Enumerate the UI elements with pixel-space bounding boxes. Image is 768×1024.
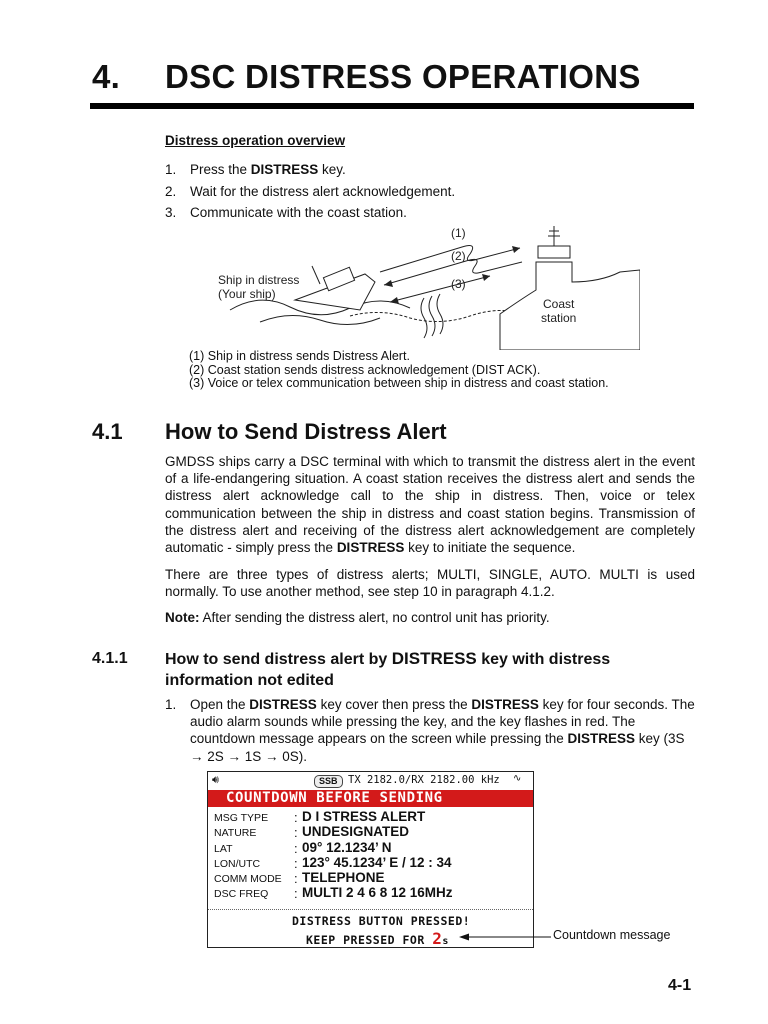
- coast-label: Coast: [543, 297, 575, 311]
- diagram-label-2: (2): [451, 249, 466, 263]
- field-row: LON/UTC : 123° 45.1234’ E / 12 : 34: [214, 854, 452, 871]
- note-paragraph: Note: After sending the distress alert, no control unit has priority.: [165, 610, 550, 625]
- field-row: NATURE : UNDESIGNATED: [214, 824, 410, 841]
- ship-label-sub: (Your ship): [218, 287, 276, 301]
- diagram-label-3: (3): [451, 277, 466, 291]
- distress-diagram: [200, 222, 640, 350]
- diagram-captions: [189, 350, 609, 391]
- callout-arrow: [459, 933, 551, 941]
- countdown-value: 2: [432, 929, 443, 948]
- coast-label-sub: station: [541, 311, 577, 325]
- wave-icon: ∿: [513, 773, 522, 784]
- speaker-icon: 🔊︎: [212, 773, 219, 786]
- ship-label: Ship in distress: [218, 273, 300, 287]
- list-item: 1. Press the DISTRESS key.: [165, 162, 346, 177]
- frequency-readout: TX 2182.0/RX 2182.00 kHz: [348, 774, 500, 786]
- countdown-banner: COUNTDOWN BEFORE SENDING: [208, 790, 533, 807]
- step-1: 1. Open the DISTRESS key cover then press the DISTRESS key for four seconds. The audio alarm sounds while pressing the key, and the key flashes in red. The countdown message appears on the screen while pressing the DISTRESS key (3S → 2S → 1S → 0S).: [165, 697, 695, 764]
- countdown-message: KEEP PRESSED FOR 2s: [306, 929, 449, 948]
- list-item: 2. Wait for the distress alert acknowledgement.: [165, 183, 456, 199]
- diagram-label-1: (1): [451, 226, 466, 240]
- caption-line: (2) Coast station sends distress acknowledgement (DIST ACK).: [189, 362, 541, 377]
- screen-divider: [208, 909, 533, 910]
- overview-heading: Distress operation overview: [165, 133, 346, 148]
- note-label: Note:: [165, 610, 200, 625]
- chapter-rule: [90, 103, 694, 109]
- section-title-text: How to Send Distress Alert: [165, 419, 447, 444]
- field-row: DSC FREQ : MULTI 2 4 6 8 12 16MHz: [214, 885, 453, 902]
- chapter-title-text: DSC DISTRESS OPERATIONS: [165, 58, 641, 95]
- chapter-number: 4.: [92, 58, 121, 95]
- caption-line: (1) Ship in distress sends Distress Alert.: [189, 349, 410, 363]
- screen-status-bar: [208, 772, 533, 790]
- paragraph-alert-types: There are three types of distress alerts; MULTI, SINGLE, AUTO. MULTI is used normally. To use another method, see step 10 in paragraph 4.1.2.: [165, 567, 695, 600]
- overview-steps: [165, 159, 455, 224]
- caption-line: (3) Voice or telex communication between ship in distress and coast station.: [189, 376, 609, 390]
- page-number: 4-1: [668, 977, 692, 994]
- field-row: LAT : 09° 12.1234’ N: [214, 839, 392, 856]
- ssb-badge: SSB: [314, 775, 343, 788]
- section-number: 4.1: [92, 419, 123, 444]
- countdown-callout: Countdown message: [553, 928, 671, 942]
- field-row: COMM MODE : TELEPHONE: [214, 870, 385, 887]
- subsection-title-text: How to send distress alert by DISTRESS key with distress information not edited: [165, 649, 611, 689]
- paragraph-intro: GMDSS ships carry a DSC terminal with which to transmit the distress alert in the event of a life-endangering situation. A coast station receives the distress alert and sends the distress alert acknowledge call to the ship in distress. Then, voice or telex communication between the ship in distress and coast station begins. Transmission of the distress alert and receiving of the distress alert acknowledgement are completely automatic - simply press the DISTRESS key to initiate the sequence.: [165, 454, 695, 556]
- distress-pressed-message: DISTRESS BUTTON PRESSED!: [292, 914, 471, 928]
- subsection-number: 4.1.1: [92, 650, 128, 667]
- screen-fields: [214, 809, 532, 901]
- list-item: 3. Communicate with the coast station.: [165, 205, 407, 220]
- field-row: MSG TYPE : D I STRESS ALERT: [214, 809, 426, 825]
- dsc-screen: [207, 771, 534, 948]
